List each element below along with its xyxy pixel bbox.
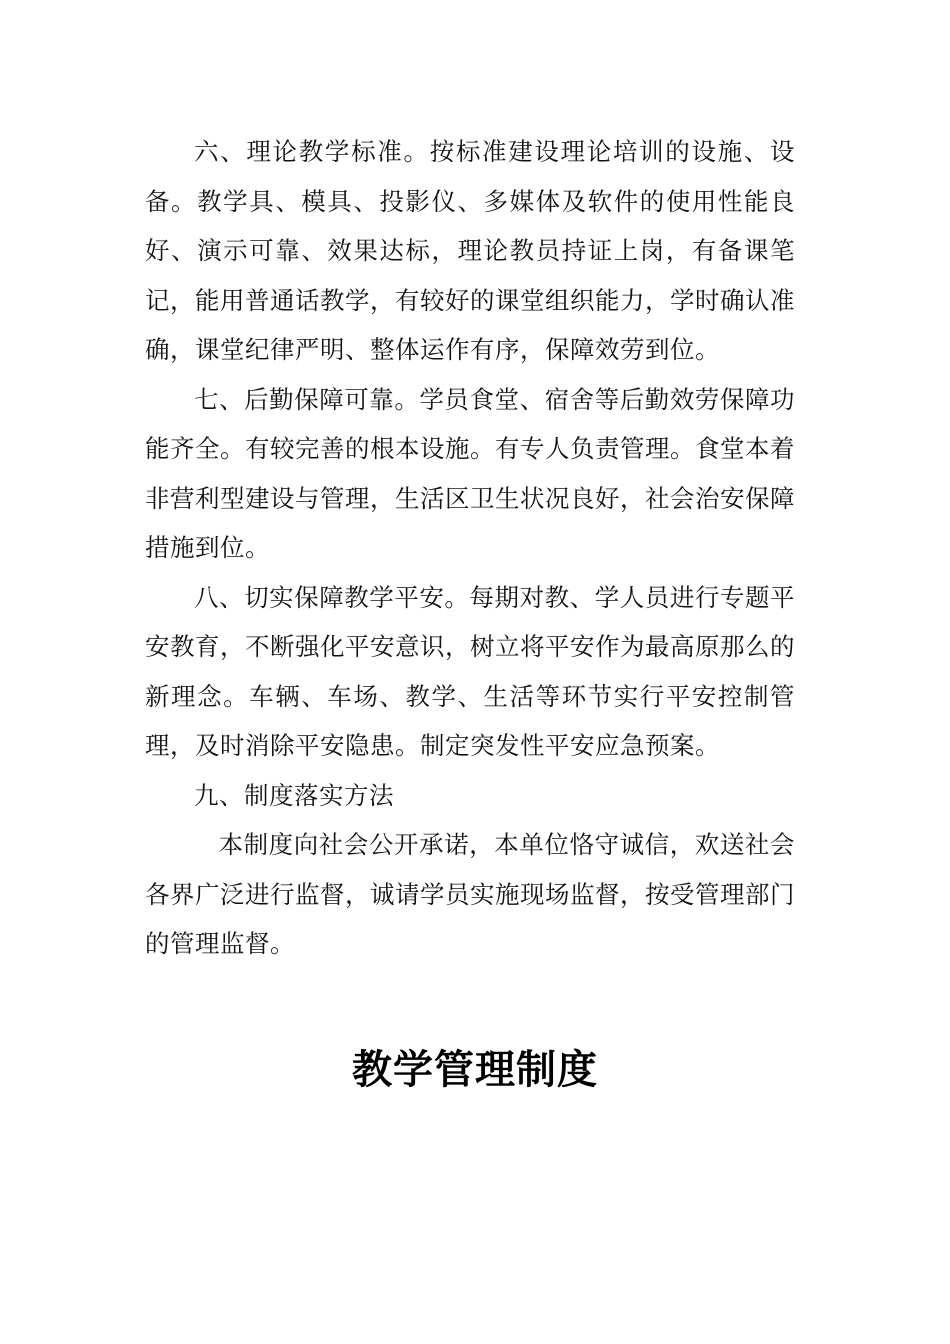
section-heading: 教学管理制度: [352, 1046, 598, 1093]
paragraph-logistics-support: 七、后勤保障可靠。学员食堂、宿舍等后勤效劳保障功能齐全。有较完善的根本设施。有专人负责管理。食堂本着非营利型建设与管理，生活区卫生状况良好，社会治安保障措施到位。: [145, 384, 795, 562]
paragraph-theory-teaching-standard: 六、理论教学标准。按标准建设理论培训的设施、设备。教学具、模具、投影仪、多媒体及软件的使用性能良好、演示可靠、效果达标，理论教员持证上岗，有备课笔记，能用普通话教学，有较好的课堂组织能力，学时确认准确，课堂纪律严明、整体运作有序，保障效劳到位。: [145, 137, 795, 364]
document-body: [145, 127, 795, 969]
paragraph-teaching-safety: 八、切实保障教学平安。每期对教、学人员进行专题平安教育，不断强化平安意识，树立将平安作为最高原那么的新理念。车辆、车场、教学、生活等环节实行平安控制管理，及时消除平安隐患。制定突发性平安应急预案。: [145, 582, 795, 760]
paragraph-implementation-methods: 九、制度落实方法: [194, 780, 394, 810]
paragraph-public-commitment: 本制度向社会公开承诺，本单位恪守诚信，欢送社会各界广泛进行监督，诚请学员实施现场监督，按受管理部门的管理监督。: [145, 830, 795, 958]
